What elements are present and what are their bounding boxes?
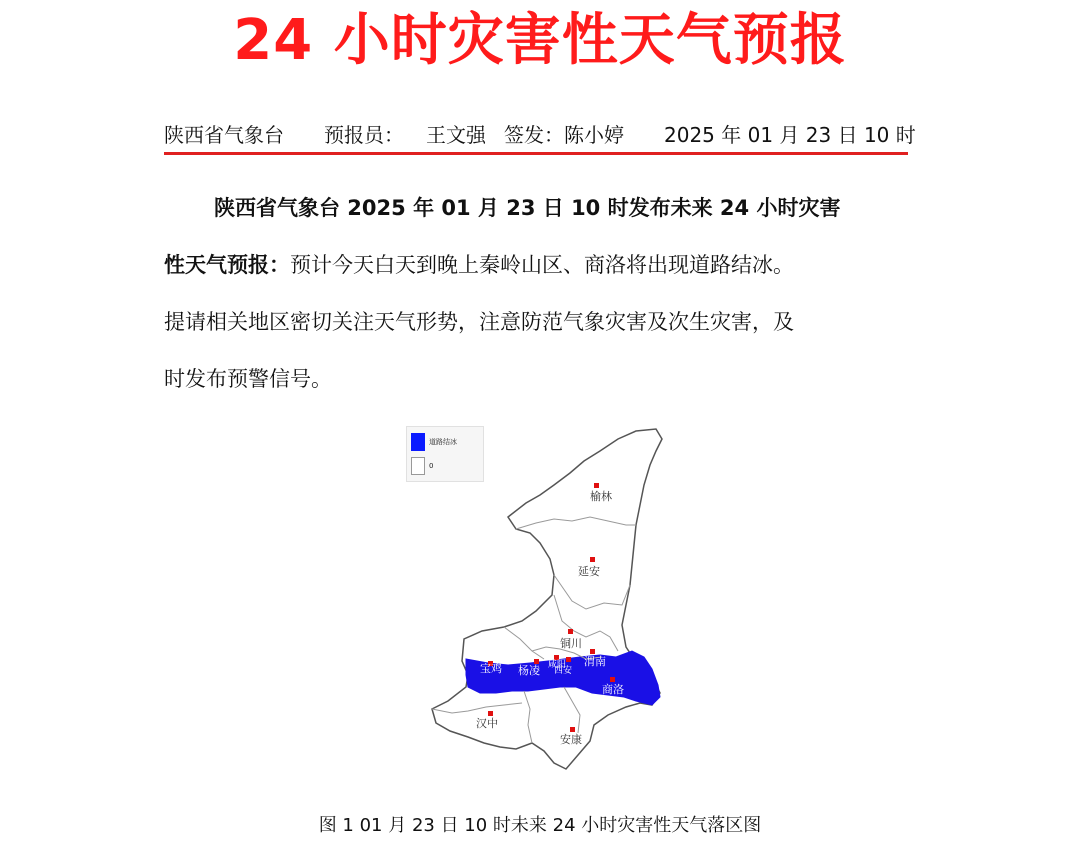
city-tongchuan: 铜川 [560, 637, 582, 650]
paragraph-line-4: 时发布预警信号。 [164, 367, 332, 391]
city-yanan: 延安 [578, 565, 600, 578]
paragraph-line-1: 陕西省气象台 2025 年 01 月 23 日 10 时发布未来 24 小时灾害 [214, 196, 841, 220]
legend-swatch-none [411, 457, 425, 475]
legend-label-ice: 道路结冰 [429, 438, 457, 446]
paragraph-line-2-body: 预计今天白天到晚上秦岭山区、商洛将出现道路结冰。 [290, 253, 794, 277]
agency: 陕西省气象台 [164, 123, 284, 147]
city-yulin: 榆林 [590, 490, 612, 503]
city-yangling: 杨凌 [518, 664, 540, 677]
forecaster-label: 预报员： [324, 123, 404, 147]
city-xian: 西安 [554, 666, 573, 676]
issuer-line [164, 118, 934, 152]
red-divider [164, 152, 908, 155]
paragraph-line-2 [164, 237, 924, 294]
paragraph-line-3: 提请相关地区密切关注天气形势，注意防范气象灾害及次生灾害，及 [164, 310, 794, 334]
map-legend [406, 426, 484, 482]
figure-caption: 图 1 01 月 23 日 10 时未来 24 小时灾害性天气落区图 [318, 815, 762, 836]
paragraph-line-2-lead: 性天气预报： [164, 253, 290, 277]
legend-label-none: 0 [429, 462, 434, 470]
city-shangluo: 商洛 [602, 683, 624, 696]
city-ankang: 安康 [560, 733, 582, 746]
legend-swatch-ice [411, 433, 425, 451]
forecast-paragraph [164, 180, 924, 408]
issue-datetime: 2025 年 01 月 23 日 10 时 [664, 123, 916, 147]
city-weinan: 渭南 [584, 655, 606, 668]
city-hanzhong: 汉中 [476, 717, 498, 730]
forecaster: 王文强 [426, 123, 486, 147]
city-xianyang: 咸阳 [548, 660, 567, 670]
page-title: 24 小时灾害性天气预报 [233, 8, 847, 73]
issued-by: 签发：陈小婷 [504, 123, 624, 147]
city-baoji: 宝鸡 [480, 662, 502, 675]
